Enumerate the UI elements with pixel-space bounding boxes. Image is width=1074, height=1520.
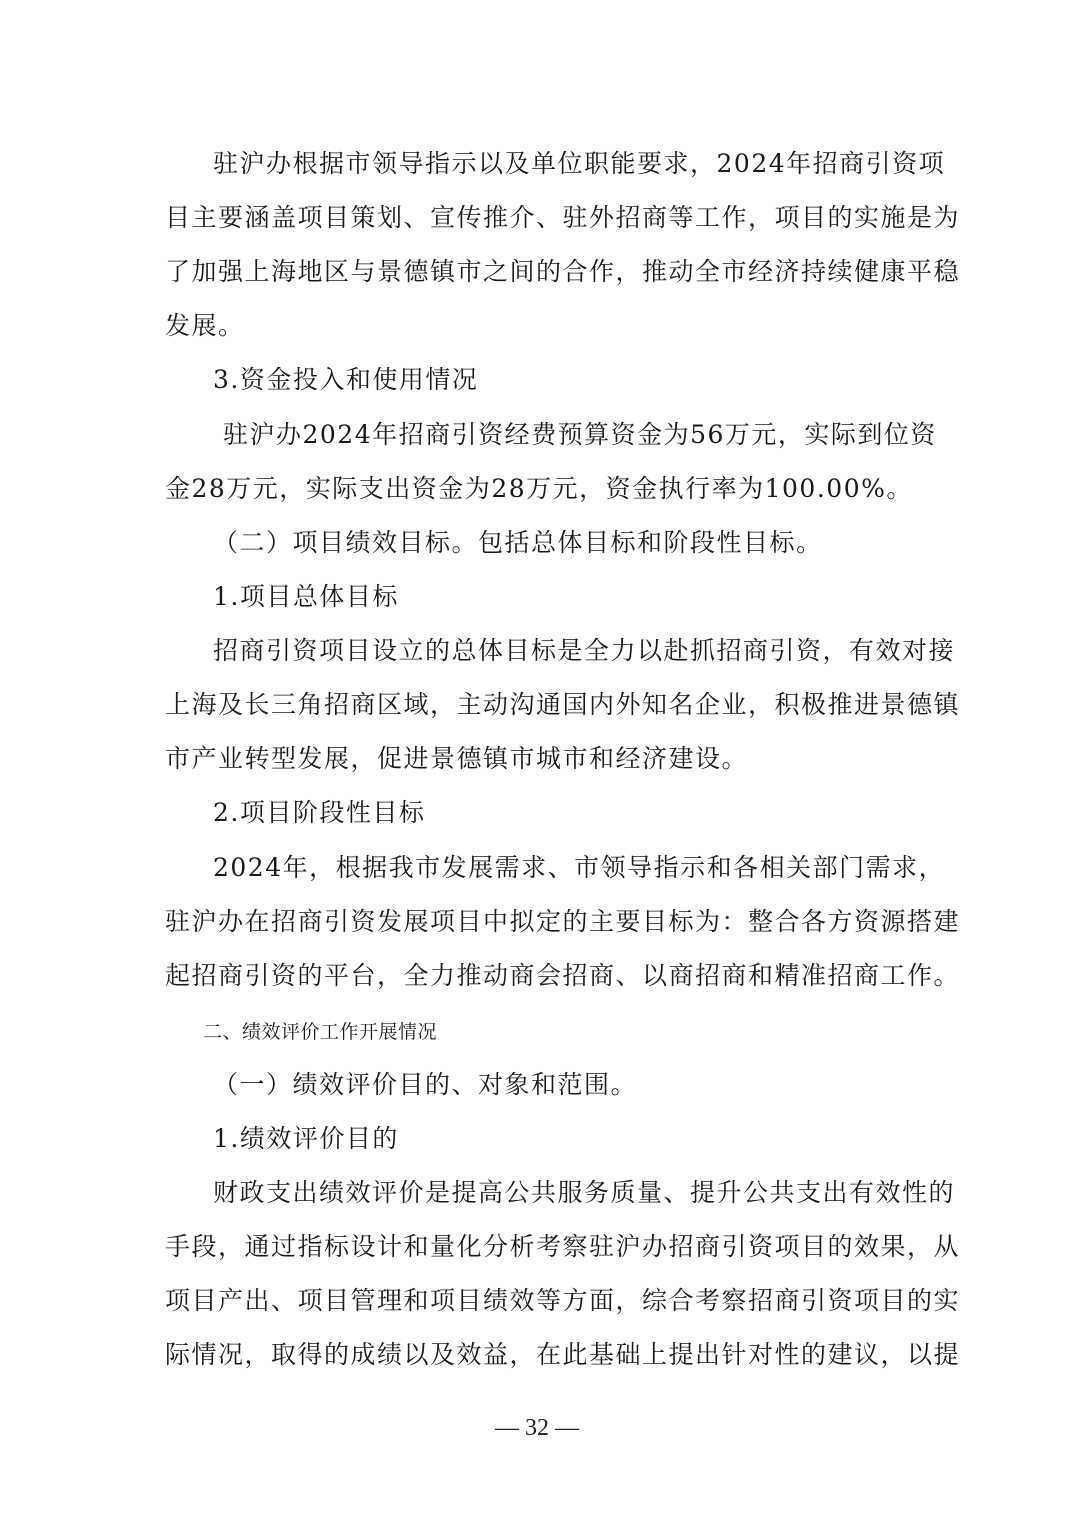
- section-heading: 3.资金投入和使用情况: [213, 365, 479, 394]
- paragraph-line: 招商引资项目设立的总体目标是全力以赴抓招商引资，有效对接: [213, 636, 956, 665]
- paragraph-line: 目主要涵盖项目策划、宣传推介、驻外招商等工作，项目的实施是为: [165, 203, 961, 232]
- section-heading: 1.绩效评价目的: [213, 1124, 399, 1153]
- paragraph-line: 财政支出绩效评价是提高公共服务质量、提升公共支出有效性的: [213, 1178, 956, 1207]
- paragraph-line: 市产业转型发展，促进景德镇市城市和经济建设。: [165, 744, 749, 773]
- section-heading: 1.项目总体目标: [213, 582, 399, 611]
- paragraph-line: 驻沪办2024年招商引资经费预算资金为56万元，实际到位资: [223, 420, 937, 449]
- paragraph-line: 手段，通过指标设计和量化分析考察驻沪办招商引资项目的效果，从: [165, 1232, 961, 1261]
- section-heading: （二）项目绩效目标。包括总体目标和阶段性目标。: [213, 528, 823, 557]
- paragraph-line: 上海及长三角招商区域，主动沟通国内外知名企业，积极推进景德镇: [165, 690, 961, 719]
- paragraph-line: 2024年，根据我市发展需求、市领导指示和各相关部门需求，: [213, 853, 946, 882]
- section-heading: 2.项目阶段性目标: [213, 798, 426, 827]
- page-number: — 32 —: [495, 1415, 579, 1441]
- paragraph-line: 驻沪办在招商引资发展项目中拟定的主要目标为：整合各方资源搭建: [165, 907, 961, 936]
- paragraph-line: 了加强上海地区与景德镇市之间的合作，推动全市经济持续健康平稳: [165, 257, 961, 286]
- section-heading: （一）绩效评价目的、对象和范围。: [213, 1070, 638, 1099]
- chapter-heading: 二、绩效评价工作开展情况: [203, 1021, 438, 1043]
- paragraph-line: 际情况，取得的成绩以及效益，在此基础上提出针对性的建议，以提: [165, 1340, 961, 1369]
- paragraph-line: 驻沪办根据市领导指示以及单位职能要求，2024年招商引资项: [213, 149, 946, 178]
- paragraph-line: 金28万元，实际支出资金为28万元，资金执行率为100.00%。: [165, 474, 913, 503]
- paragraph-line: 项目产出、项目管理和项目绩效等方面，综合考察招商引资项目的实: [165, 1286, 961, 1315]
- paragraph-line: 起招商引资的平台，全力推动商会招商、以商招商和精准招商工作。: [165, 961, 961, 990]
- paragraph-line: 发展。: [165, 311, 245, 340]
